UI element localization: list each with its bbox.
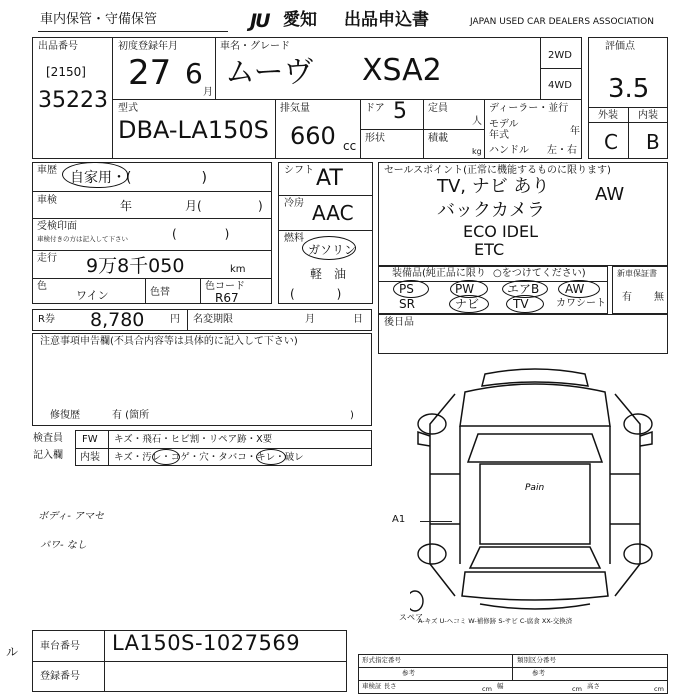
lot-sub: [2150] (46, 65, 86, 79)
door-value: 5 (393, 99, 407, 124)
hood (460, 384, 610, 426)
type-value: DBA-LA150S (118, 116, 269, 144)
drive-2wd: 2WD (548, 50, 572, 61)
grid-line (512, 654, 513, 680)
rating-exterior-label: 外装 (598, 110, 618, 121)
warranty-sub: 車検付きの方は記入して下さい (37, 235, 128, 243)
left-door-line (430, 474, 460, 524)
grid-line (360, 129, 484, 130)
equipment-tv: TV (513, 297, 529, 311)
dealer-label: ディーラー・並行 (489, 103, 569, 114)
tyre-front-right (624, 414, 652, 434)
logo-mark: JU (250, 10, 269, 32)
interior-tobacco-circle (256, 449, 286, 465)
name-change-label: 名変期限 (193, 314, 233, 325)
grid-line (200, 278, 201, 304)
rating-exterior: C (604, 130, 618, 154)
footer-length: 車検証 長さ (362, 682, 397, 690)
lot-label: 出品番号 (38, 41, 78, 52)
inspection-expiry-year: 年 (120, 199, 133, 213)
color-change-label: 色替 (150, 287, 170, 298)
tyre-rear-left (418, 544, 446, 564)
inspection-expiry-label: 車検 (37, 195, 57, 206)
fuel-gasoline: ガソリン (308, 243, 357, 257)
grid-line (484, 99, 485, 159)
grid-line (112, 37, 113, 159)
rating-interior-label: 内装 (638, 110, 658, 121)
type-label: 型式 (118, 103, 138, 114)
association-name: JAPAN USED CAR DEALERS ASSOCIATION (470, 17, 654, 27)
grid-line (540, 68, 582, 69)
footer-width: 幅 (497, 682, 504, 690)
rating-label: 評価点 (605, 41, 635, 52)
memo-line-1: ボディ- アマセ (38, 511, 104, 522)
grid-line (628, 107, 629, 159)
after-repair-label: 後日品 (384, 317, 414, 328)
interior-dirt-circle (152, 449, 180, 465)
footer-model-designation: 形式指定番号 (362, 656, 401, 664)
header-underline (38, 31, 228, 32)
model-name: ムーヴ (225, 55, 314, 90)
sales-line-5: ETC (474, 240, 505, 259)
handle-options: 左・右 (547, 145, 577, 156)
shift-value: AT (316, 166, 343, 191)
new-warranty-label: 新車保証書 (617, 269, 657, 278)
usage-label: 車歴 (37, 165, 57, 176)
drive-4wd: 4WD (548, 80, 572, 91)
a1-arrow (420, 521, 452, 522)
footer-cm-1: cm (482, 685, 492, 693)
inspection-expiry-close: ) (258, 199, 263, 213)
inspector-label-2: 記入欄 (33, 450, 63, 461)
fuel-other: ( ) (290, 287, 348, 301)
footer-cm-3: cm (654, 685, 664, 693)
capacity-unit: 人 (472, 116, 482, 127)
load-unit: kg (472, 147, 482, 156)
model-year-label: モデル (489, 119, 519, 130)
grid-line (32, 191, 272, 192)
usage-value: 自家用・( ) (70, 170, 207, 186)
fuel-diesel: 軽 油 (310, 267, 347, 281)
registration-month-unit: 月 (203, 87, 213, 98)
mileage-label: 走行 (37, 253, 57, 264)
grid-line (32, 250, 272, 251)
inspection-header: 車内保管・守備保管 (40, 12, 158, 27)
rating-score: 3.5 (608, 74, 650, 104)
grid-line (187, 309, 188, 331)
equipment-navi: ナビ (455, 297, 480, 311)
grid-line (358, 667, 668, 668)
fuel-circle (302, 236, 356, 260)
inspector-interior: キズ・汚レ・コゲ・穴・タバコ・キレ・破レ (114, 452, 304, 463)
color-label: 色 (37, 281, 47, 292)
color-code: R67 (215, 291, 239, 305)
rear-bumper (480, 604, 590, 609)
spare-label: スペア (399, 613, 423, 622)
grid-line (215, 37, 216, 99)
footer-category: 類別区分番号 (517, 656, 556, 664)
displacement-label: 排気量 (280, 103, 310, 114)
equipment-sr: SR (399, 297, 415, 311)
logo-text: 愛知 (283, 10, 317, 30)
fuel-label: 燃料 (284, 233, 304, 244)
grid-line (32, 278, 272, 279)
rating-interior: B (646, 130, 660, 154)
footer-ref-1: 参考 (402, 669, 415, 677)
model-year-label-2: 年式 (489, 130, 509, 141)
roof (480, 464, 590, 544)
form-title: 出品申込書 (344, 10, 429, 30)
spare-tyre (410, 591, 423, 611)
model-year-unit: 年 (570, 126, 580, 137)
grid-line (275, 99, 276, 159)
load-label: 積載 (428, 133, 448, 144)
sales-line-3: バックカメラ (437, 200, 545, 221)
paint-note: Pain (525, 483, 545, 493)
registration-year: 27 (128, 53, 172, 93)
name-change-day: 日 (353, 314, 363, 325)
sales-point-label: セールスポイント(正常に機能するものに限ります) (384, 165, 611, 176)
handle-label: ハンドル (489, 145, 529, 156)
inspector-label: 検査員 (33, 433, 63, 444)
door-shape-label: 形状 (365, 133, 385, 144)
recycle-value: 8,780 (90, 309, 145, 331)
new-warranty-yes: 有 (622, 292, 632, 303)
grid-line (358, 680, 668, 681)
cooling-value: AAC (312, 201, 354, 225)
equipment-label-2: ○をつけてください) (493, 268, 586, 279)
grid-line (32, 661, 347, 662)
chassis-value: LA150S-1027569 (112, 631, 301, 655)
left-side (430, 394, 455, 596)
repair-label: 修復歴 (50, 410, 80, 421)
door-label: ドア (365, 103, 385, 114)
plate-label: 登録番号 (40, 671, 80, 682)
repair-close: ) (350, 410, 354, 421)
sales-line-1: TV, ナビ あり (437, 176, 550, 197)
equipment-aw: AW (565, 282, 585, 296)
footer-height: 高さ (587, 682, 600, 690)
equipment-ps-circle (393, 280, 429, 298)
tyre-front-left (418, 414, 446, 434)
recycle-unit: 円 (170, 314, 180, 325)
rear-glass (470, 547, 600, 568)
grid-line (145, 278, 146, 304)
sales-line-4: ECO IDEL (463, 222, 539, 241)
damage-legend: A-キズ U-ヘコミ W-補修跡 S-サビ C-腐食 XX-交換済 (418, 617, 573, 625)
memo-line-2: パワ- なし (40, 540, 87, 551)
color-value: ワイン (76, 289, 109, 302)
displacement-unit: cc (343, 139, 357, 153)
repair-value: 有 (箇所 (112, 410, 150, 421)
name-change-month: 月 (305, 314, 315, 325)
color-code-label: 色コード (205, 281, 245, 292)
footer-cm-2: cm (572, 685, 582, 693)
warranty-label: 受検印面 (37, 221, 77, 232)
equipment-tv-circle (506, 295, 544, 313)
model-grade: XSA2 (362, 53, 442, 88)
grid-line (104, 630, 105, 692)
after-repair-box (378, 314, 668, 354)
inspector-interior-label: 内装 (80, 452, 100, 463)
lot-number: 35223 (38, 88, 108, 113)
car-diagram (410, 364, 660, 619)
warranty-value: ( ) (172, 227, 230, 241)
shift-label: シフト (284, 165, 314, 176)
grid-line (112, 99, 582, 100)
equipment-airbag: エアB (507, 282, 540, 296)
chassis-label: 車台番号 (40, 641, 80, 652)
equipment-leather: カワシート (556, 298, 606, 309)
grid-line (108, 430, 109, 466)
equipment-navi-circle (449, 295, 489, 313)
model-label: 車名・グレード (220, 41, 290, 52)
inspector-fw: キズ・飛石・ヒビ割・リペア跡・X要 (114, 434, 273, 445)
footer-ref-2: 参考 (532, 669, 545, 677)
grid-line (278, 195, 373, 196)
right-door-line (610, 474, 640, 524)
right-side (615, 394, 640, 596)
usage-circle (62, 162, 128, 188)
windshield (468, 434, 602, 462)
new-warranty-no: 無 (654, 292, 664, 303)
mileage-unit: km (230, 264, 246, 275)
grid-line (32, 218, 272, 219)
sales-line-2: AW (595, 184, 625, 205)
cooling-label: 冷房 (284, 198, 304, 209)
capacity-label: 定員 (428, 103, 448, 114)
grid-line (278, 230, 373, 231)
equipment-ps: PS (399, 282, 414, 296)
back-door (462, 572, 608, 600)
margin-mark: ル (6, 645, 19, 659)
a1-note: A1 (392, 514, 406, 525)
inspection-expiry-month: 月( (185, 199, 202, 213)
equipment-label: 装備品(純正品に限り (392, 268, 486, 279)
grid-line (75, 448, 372, 449)
mileage-value: 9万8千050 (86, 255, 185, 277)
tyre-rear-right (624, 544, 652, 564)
equipment-aw-circle (558, 280, 600, 298)
inspector-fw-label: FW (82, 434, 98, 445)
registration-month: 6 (185, 57, 203, 90)
equipment-pw: PW (455, 282, 475, 296)
registration-label: 初度登録年月 (118, 41, 178, 52)
notes-label: 注意事項申告欄(不具合内容等は具体的に記入して下さい) (40, 336, 298, 347)
displacement-value: 660 (290, 122, 336, 150)
recycle-label: R券 (38, 314, 55, 325)
